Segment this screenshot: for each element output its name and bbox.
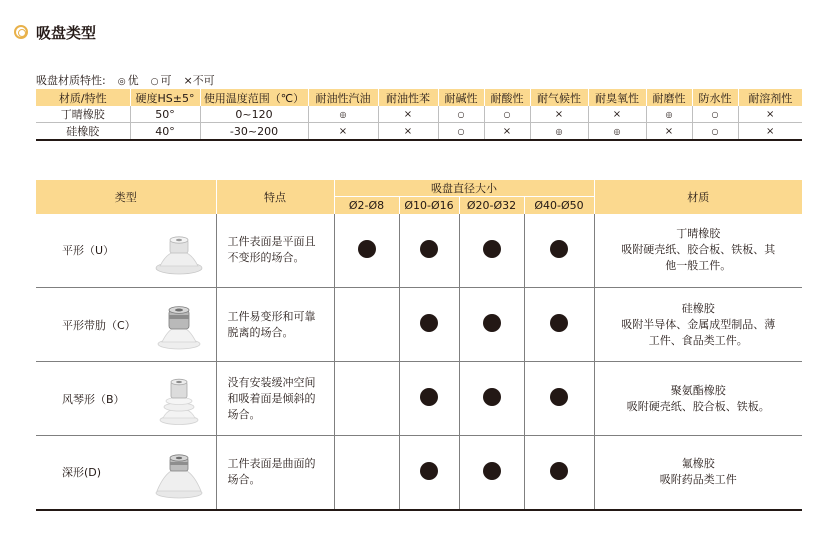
header-cell: 耐溶剂性 [738,89,802,106]
size-cell [459,436,524,510]
size-cell [334,436,399,510]
table-cell: × [738,106,802,123]
table-cell: × [484,123,530,141]
table-row [36,362,802,436]
type-cell [36,288,216,362]
header-cell: 耐臭氧性 [588,89,646,106]
header-cell: 防水性 [692,89,738,106]
table-cell: × [378,123,438,141]
type-label: 风琴形（B） [62,392,125,406]
material-legend [36,72,215,88]
type-cell [36,436,216,510]
table-cell: -30~200 [200,123,308,141]
header-diameter: 吸盘直径大小 [334,180,594,197]
table-cell: 硅橡胶 [36,123,130,141]
header-material: 材质 [594,180,802,214]
material-cell: 氟橡胶 吸附药品类工件 [594,436,802,510]
header-cell: 耐碱性 [438,89,484,106]
deep-suction-cup-image [154,448,204,500]
table-cell: 0~120 [200,106,308,123]
flat-suction-cup-image [154,226,204,278]
type-cell [36,214,216,288]
header-size-10-16: Ø10-Ø16 [399,197,459,214]
header-size-40-50: Ø40-Ø50 [524,197,594,214]
table-row [36,436,802,510]
size-cell [459,362,524,436]
available-dot [420,240,438,258]
type-label: 平形带肋（C） [62,318,136,332]
size-cell [459,214,524,288]
size-cell [524,362,594,436]
type-label: 深形(D) [62,466,102,480]
table-row [36,123,802,141]
header-cell: 耐油性苯 [378,89,438,106]
available-dot [550,240,568,258]
header-cell: 材质/特性 [36,89,130,106]
material-cell: 硅橡胶 吸附半导体、金属成型制品、薄 工件、食品类工件。 [594,288,802,362]
size-cell [524,288,594,362]
legend-label: 吸盘材质特性: [36,74,106,87]
header-cell: 耐磨性 [646,89,692,106]
table-cell: × [646,123,692,141]
section-title [14,20,96,44]
ribbed-suction-cup-image [154,300,204,352]
legend-item-ok: ○ 可 [150,74,172,87]
header-type: 类型 [36,180,216,214]
feature-cell: 工件表面是平面且 不变形的场合。 [216,214,334,288]
legend-item-excellent: ◎ 优 [117,74,139,87]
header-cell: 使用温度范围（℃） [200,89,308,106]
feature-cell: 工件易变形和可靠 脱离的场合。 [216,288,334,362]
size-cell [334,362,399,436]
table-cell: ◎ [308,106,378,123]
table-cell: ○ [692,123,738,141]
table-cell: 40° [130,123,200,141]
available-dot [420,388,438,406]
table-cell: ◎ [530,123,588,141]
bellows-suction-cup-image [154,374,204,426]
header-feature: 特点 [216,180,334,214]
table-cell: ○ [692,106,738,123]
table-cell: ◎ [646,106,692,123]
size-cell [399,214,459,288]
suction-cup-type-table [36,180,802,511]
legend-item-not: ×不可 [183,74,215,87]
available-dot [420,314,438,332]
available-dot [483,462,501,480]
size-cell [334,288,399,362]
available-dot [483,388,501,406]
table-cell: × [308,123,378,141]
table-row [36,288,802,362]
table-row [36,106,802,123]
main-table-header [36,180,802,197]
available-dot [550,462,568,480]
material-cell: 丁晴橡胶 吸附硬壳纸、胶合板、铁板、其 他一般工件。 [594,214,802,288]
header-cell: 耐酸性 [484,89,530,106]
feature-cell: 工件表面是曲面的 场合。 [216,436,334,510]
table-cell: 丁晴橡胶 [36,106,130,123]
available-dot [483,314,501,332]
table-cell: × [588,106,646,123]
available-dot [358,240,376,258]
header-cell: 耐气候性 [530,89,588,106]
table-cell: 50° [130,106,200,123]
table-cell: ◎ [588,123,646,141]
table-cell: ○ [484,106,530,123]
table-cell: × [530,106,588,123]
table-cell: × [378,106,438,123]
header-cell: 耐油性汽油 [308,89,378,106]
section-title-text: 吸盘类型 [36,23,97,42]
available-dot [550,388,568,406]
feature-cell: 没有安装缓冲空间 和吸着面是倾斜的 场合。 [216,362,334,436]
type-cell [36,362,216,436]
material-cell: 聚氨酯橡胶 吸附硬壳纸、胶合板、铁板。 [594,362,802,436]
header-cell: 硬度HS±5° [130,89,200,106]
header-size-20-32: Ø20-Ø32 [459,197,524,214]
size-cell [399,362,459,436]
size-cell [459,288,524,362]
available-dot [550,314,568,332]
material-property-table [36,89,802,141]
size-cell [524,436,594,510]
size-cell [399,436,459,510]
header-size-2-8: Ø2-Ø8 [334,197,399,214]
ring-bullet-icon [14,25,28,39]
size-cell [399,288,459,362]
type-label: 平形（U） [62,244,115,258]
table-cell: ○ [438,106,484,123]
available-dot [483,240,501,258]
size-cell [334,214,399,288]
table-cell: × [738,123,802,141]
size-cell [524,214,594,288]
table-row [36,214,802,288]
material-table-header [36,89,802,106]
table-cell: ○ [438,123,484,141]
available-dot [420,462,438,480]
